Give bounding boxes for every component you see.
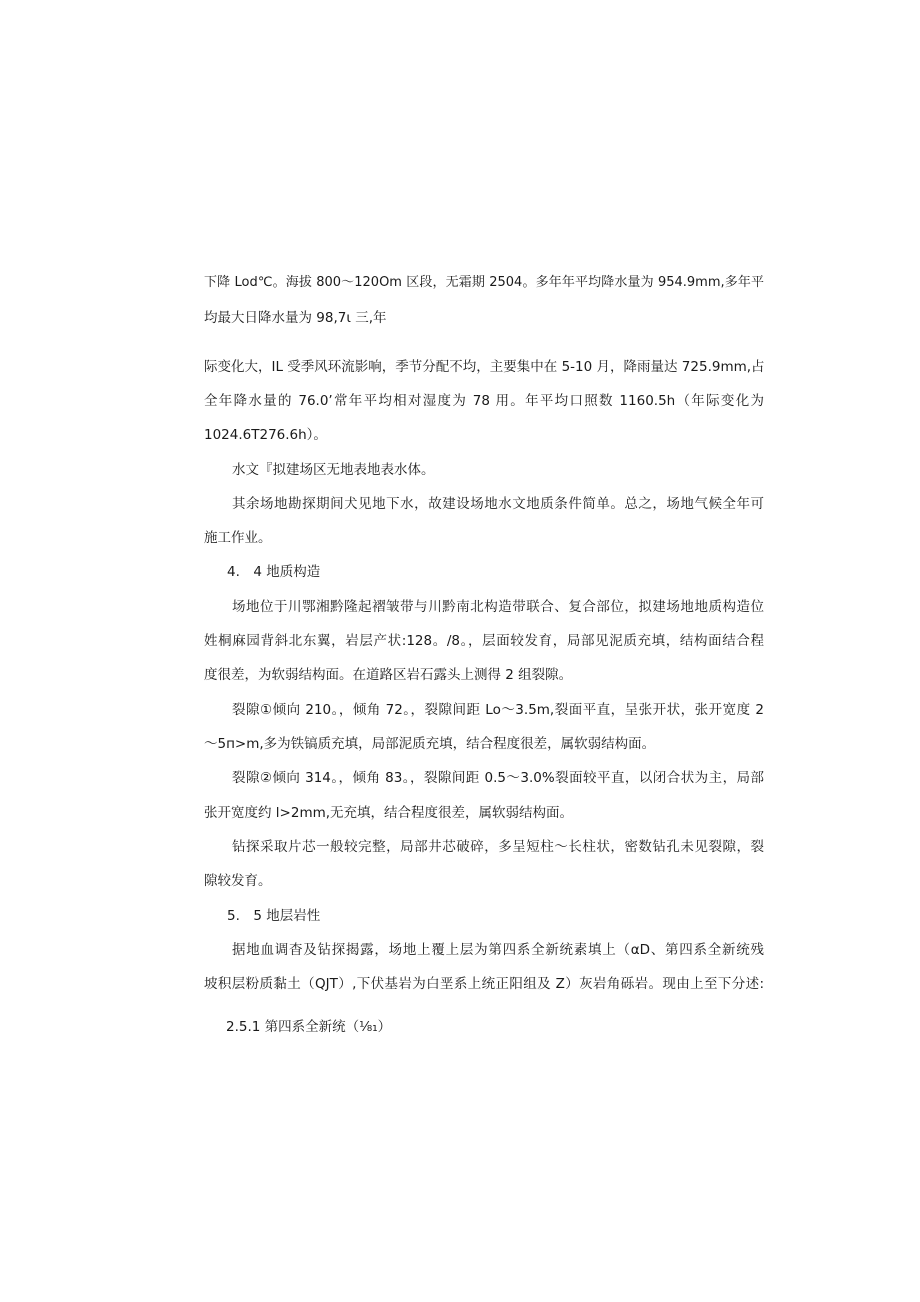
- paragraph-line: 裂隙②倾向 314。，倾角 83。，裂隙间距 0.5～3.0%裂面较平直，以闭合状为主，局部: [232, 770, 764, 786]
- paragraph-line: ～5п>m,多为铁镐质充填，局部泥质充填，结合程度很差，属软弱结构面。: [204, 736, 656, 752]
- paragraph-line: 张开宽度约 l>2mm,无充填，结合程度很差，属软弱结构面。: [204, 805, 574, 821]
- paragraph-line: 其余场地勘探期间犬见地下水，故建设场地水文地质条件简单。总之，场地气候全年可: [232, 496, 764, 512]
- paragraph-line: 均最大日降水量为 98,7ι 三,年: [204, 310, 387, 326]
- paragraph-line: 姓桐麻园背斜北东翼，岩层产状:128。/8。，层面较发育，局部见泥质充填，结构面结合程: [204, 633, 764, 649]
- paragraph-line: 水文『拟建场区无地表地表水体。: [232, 462, 435, 478]
- section-heading: 5. 5 地层岩性: [227, 908, 321, 924]
- paragraph-line: 全年降水量的 76.0’常年平均相对湿度为 78 用。年平均口照数 1160.5h（年际变化为: [204, 393, 764, 409]
- paragraph-line: 施工作业。: [204, 530, 272, 546]
- paragraph-line: 1024.6T276.6h）。: [204, 427, 327, 443]
- subsection-heading: 2.5.1 第四系全新统（⅛₁）: [226, 1019, 392, 1035]
- paragraph-line: 下降 Lod℃。海拔 800～120Om 区段，无霜期 2504。多年年平均降水量为 954.9mm,多年平: [204, 275, 764, 290]
- paragraph-line: 隙较发育。: [204, 873, 272, 889]
- paragraph-line: 钻探采取片芯一般较完整，局部井芯破碎，多呈短柱〜长柱状，密数钻孔未见裂隙，裂: [232, 839, 764, 855]
- paragraph-line: 据地血调杳及钻探揭露，场地上覆上层为第四系全新统素填上（αD、第四系全新统残: [232, 942, 764, 958]
- paragraph-line: 度很差，为软弱结构面。在道路区岩石露头上测得 2 组裂隙。: [204, 667, 573, 683]
- section-heading: 4. 4 地质构造: [227, 564, 321, 580]
- paragraph-line: 坡积层粉质黏土（QJT）,下伏基岩为白垩系上统正阳组及 Z）灰岩角砾岩。现由上至下分述:: [204, 976, 764, 992]
- paragraph-line: 裂隙①倾向 210。，倾角 72。，裂隙间距 Lo～3.5m,裂面平直，呈张开状，张开宽度 2: [232, 702, 764, 718]
- paragraph-line: 际变化大，IL 受季风环流影响，季节分配不均，主要集中在 5-10 月，降雨量达 725.9mm,占: [204, 359, 765, 375]
- paragraph-line: 场地位于川鄂湘黔隆起褶皱带与川黔南北构造带联合、复合部位，拟建场地地质构造位: [232, 599, 764, 615]
